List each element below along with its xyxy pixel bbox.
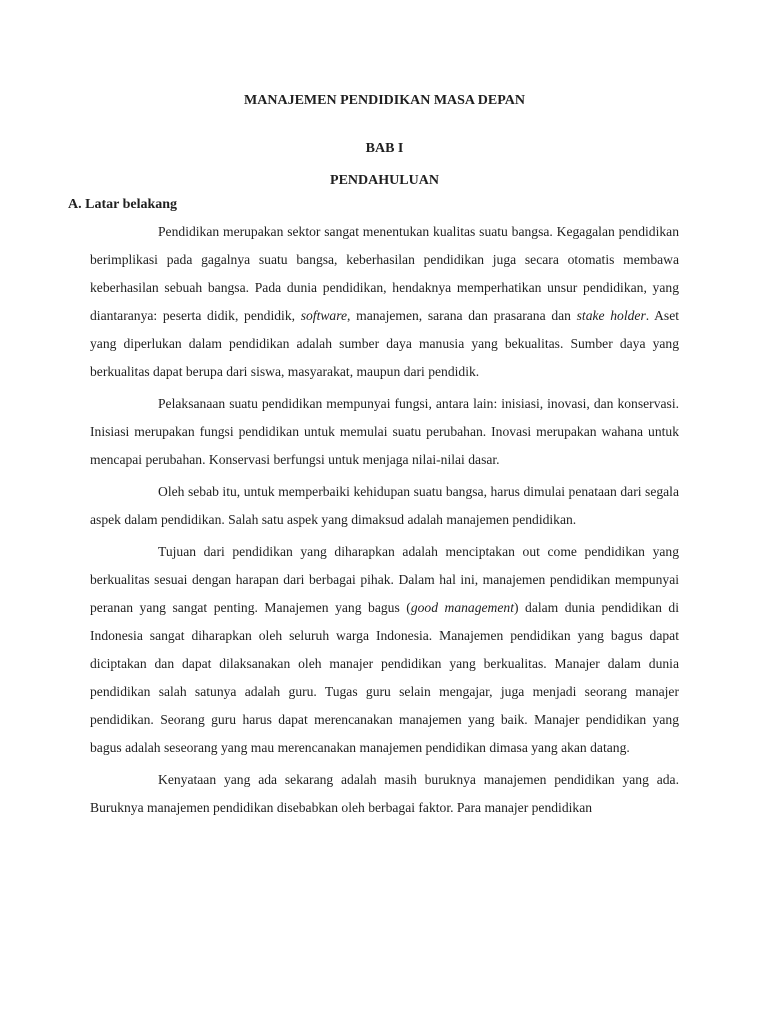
paragraph-text: Tujuan dari pendidikan yang diharapkan adalah menciptakan out come pendidikan yang berkualitas sesuai dengan harapan dari berbagai pihak. Dalam hal ini, manajemen pendidikan mempunyai peranan yang sangat penting. Manajemen yang bagus ( bbox=[90, 544, 679, 615]
paragraph-2 bbox=[90, 390, 679, 474]
paragraph-text: Pendidikan merupakan sektor sangat menentukan kualitas suatu bangsa. Kegagalan pendidikan berimplikasi pada gagalnya suatu bangsa, keberhasilan pendidikan juga secara otomatis membawa keberhasilan sebuah bangsa. Pada dunia pendidikan, hendaknya memperhatikan unsur pendidikan, yang diantaranya: peserta didik, pendidik, bbox=[90, 224, 679, 323]
emphasis-good-management: good management bbox=[410, 600, 514, 615]
paragraph-text: Oleh sebab itu, untuk memperbaiki kehidupan suatu bangsa, harus dimulai penataan dari segala aspek dalam pendidikan. Salah satu aspek yang dimaksud adalah manajemen pendidikan. bbox=[90, 484, 679, 527]
emphasis-software: software bbox=[300, 308, 348, 323]
chapter-number: BAB I bbox=[365, 141, 404, 156]
emphasis-stake-holder: stake holder bbox=[576, 308, 646, 323]
paragraph-5 bbox=[90, 766, 679, 822]
paragraph-text: Pelaksanaan suatu pendidikan mempunyai fungsi, antara lain: inisiasi, inovasi, dan konservasi. Inisiasi merupakan fungsi pendidikan untuk memulai suatu perubahan. Inovasi merupakan wahana untuk mencapai perubahan. Konservasi berfungsi untuk menjaga nilai-nilai dasar. bbox=[90, 396, 679, 467]
paragraph-text: Kenyataan yang ada sekarang adalah masih buruknya manajemen pendidikan yang ada. Buruknya manajemen pendidikan disebabkan oleh berbagai faktor. Para manajer pendidikan bbox=[90, 772, 679, 815]
paragraph-1 bbox=[90, 218, 679, 386]
paragraph-text: ) dalam dunia pendidikan di Indonesia sangat diharapkan oleh seluruh warga Indonesia. Manajemen pendidikan yang bagus dapat diciptakan dan dapat dilaksanakan oleh manajer pendidikan yang berkualitas. Manajer dalam dunia pendidikan salah satunya adalah guru. Tugas guru selain mengajar, juga menjadi seorang manajer pendidikan. Seorang guru harus dapat merencanakan manajemen yang baik. Manajer pendidikan yang bagus adalah seseorang yang mau merencanakan manajemen pendidikan dimasa yang akan datang. bbox=[90, 600, 679, 755]
document-title: MANAJEMEN PENDIDIKAN MASA DEPAN bbox=[244, 93, 525, 108]
paragraph-3 bbox=[90, 478, 679, 534]
paragraph-text: . Aset yang diperlukan dalam pendidikan adalah sumber daya manusia yang bekualitas. Sumber daya yang berkualitas dapat berupa dari siswa, masyarakat, maupun dari pendidik. bbox=[90, 308, 679, 379]
paragraph-4 bbox=[90, 538, 679, 762]
paragraph-text: , manajemen, sarana dan prasarana dan bbox=[347, 308, 577, 323]
chapter-title: PENDAHULUAN bbox=[330, 173, 439, 188]
section-heading: A. Latar belakang bbox=[68, 197, 178, 212]
